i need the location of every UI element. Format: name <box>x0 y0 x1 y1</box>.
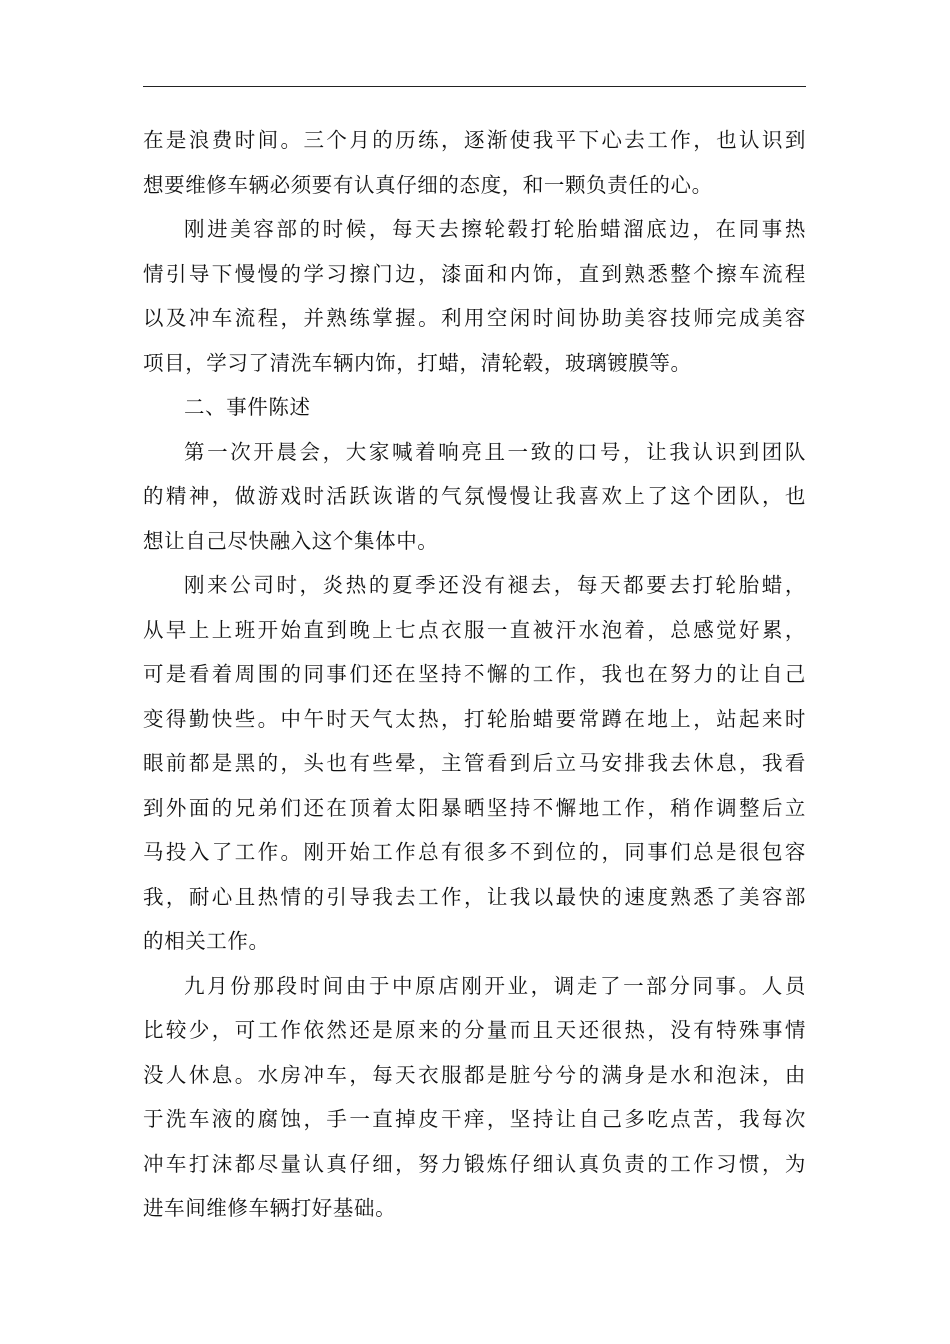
text-line: 从早上上班开始直到晚上七点衣服一直被汗水泡着，总感觉好累， <box>143 617 806 642</box>
text-line: 没人休息。水房冲车，每天衣服都是脏兮兮的满身是水和泡沫，由 <box>143 1062 806 1087</box>
text-line: 想要维修车辆必须要有认真仔细的态度，和一颗负责任的心。 <box>143 172 713 197</box>
text-line: 第一次开晨会，大家喊着响亮且一致的口号，让我认识到团队 <box>184 439 806 464</box>
paragraph <box>143 563 806 964</box>
paragraph <box>143 118 806 207</box>
text-line: 的相关工作。 <box>143 929 270 953</box>
text-line: 项目，学习了清洗车辆内饰，打蜡，清轮毂，玻璃镀膜等。 <box>143 350 692 375</box>
text-line: 比较少，可工作依然还是原来的分量而且天还很热，没有特殊事情 <box>143 1018 806 1042</box>
paragraph <box>143 207 806 385</box>
text-line: 我，耐心且热情的引导我去工作，让我以最快的速度熟悉了美容部 <box>143 884 806 909</box>
text-line: 冲车打沫都尽量认真仔细，努力锻炼仔细认真负责的工作习惯，为 <box>143 1151 806 1176</box>
text-line: 到外面的兄弟们还在顶着太阳暴晒坚持不懈地工作，稍作调整后立 <box>143 795 806 820</box>
paragraph <box>143 964 806 1231</box>
text-line: 九月份那段时间由于中原店刚开业，调走了一部分同事。人员 <box>184 973 806 998</box>
text-line: 想让自己尽快融入这个集体中。 <box>143 528 439 553</box>
text-line: 的精神，做游戏时活跃诙谐的气氛慢慢让我喜欢上了这个团队，也 <box>143 484 806 508</box>
paragraph <box>143 430 806 564</box>
text-line: 马投入了工作。刚开始工作总有很多不到位的，同事们总是很包容 <box>143 840 806 864</box>
header-rule <box>143 86 806 87</box>
text-line: 刚进美容部的时候，每天去擦轮毂打轮胎蜡溜底边，在同事热 <box>184 217 806 241</box>
text-line: 二、事件陈述 <box>184 395 311 419</box>
text-line: 可是看着周围的同事们还在坚持不懈的工作，我也在努力的让自己 <box>143 662 806 686</box>
text-line: 在是浪费时间。三个月的历练，逐渐使我平下心去工作，也认识到 <box>143 128 806 152</box>
text-line: 以及冲车流程，并熟练掌握。利用空闲时间协助美容技师完成美容 <box>143 306 806 330</box>
text-line: 情引导下慢慢的学习擦门边，漆面和内饰，直到熟悉整个擦车流程 <box>143 261 806 286</box>
text-line: 眼前都是黑的，头也有些晕，主管看到后立马安排我去休息，我看 <box>143 751 806 775</box>
text-line: 进车间维修车辆打好基础。 <box>143 1196 397 1220</box>
text-line: 于洗车液的腐蚀，手一直掉皮干痒，坚持让自己多吃点苦，我每次 <box>143 1107 806 1131</box>
text-line: 变得勤快些。中午时天气太热，打轮胎蜡要常蹲在地上，站起来时 <box>143 706 806 731</box>
section-heading <box>143 385 806 430</box>
document-body <box>143 118 806 1231</box>
text-line: 刚来公司时，炎热的夏季还没有褪去，每天都要去打轮胎蜡， <box>184 573 806 597</box>
